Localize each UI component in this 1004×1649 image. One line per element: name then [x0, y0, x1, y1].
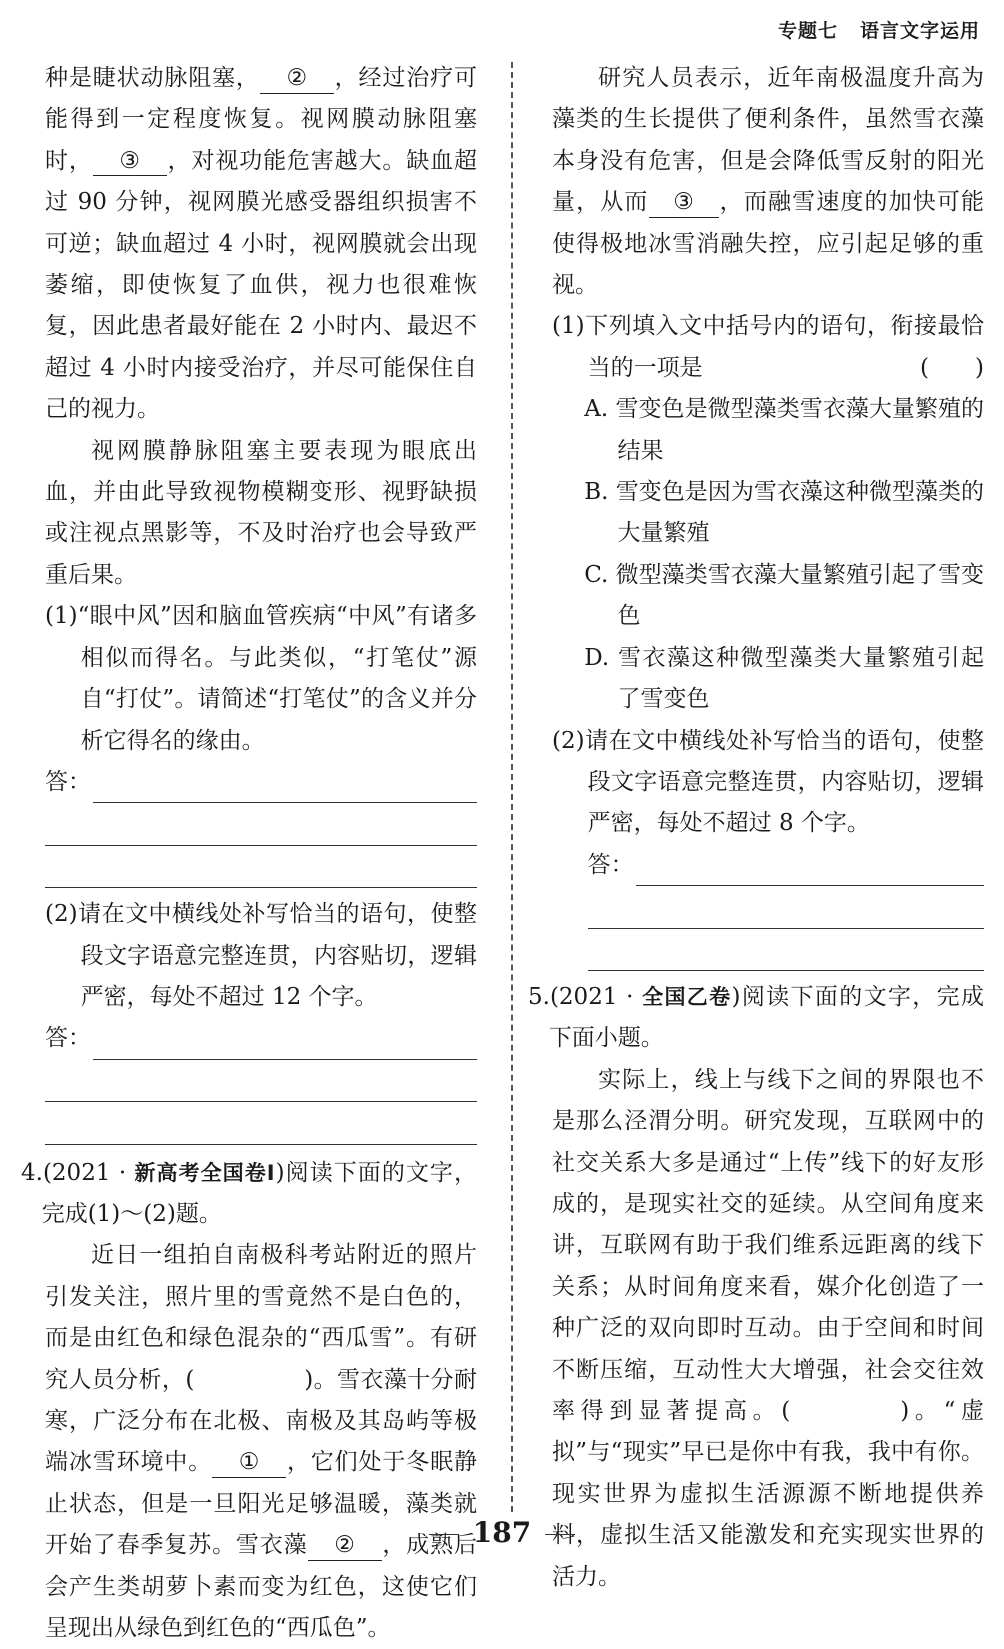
- answer-line[interactable]: [636, 853, 984, 886]
- topic-label: 专题七: [777, 20, 838, 42]
- blank-2[interactable]: ②: [308, 1532, 382, 1561]
- passage-4-continued: 研究人员表示，近年南极温度升高为藻类的生长提供了便利条件，虽然雪衣藻本身没有危害，但是会降低雪反射的阳光量，从而 ③ ，而融雪速度的加快可能使得极地冰雪消融失控，应引起足够的重视。: [552, 65, 985, 299]
- left-column: [21, 58, 478, 1649]
- answer-area-4-2[interactable]: [588, 845, 984, 886]
- answer-line[interactable]: [45, 1060, 477, 1102]
- answer-label: 答：: [45, 1025, 91, 1052]
- answer-label: 答：: [45, 768, 91, 795]
- running-header: [778, 16, 980, 43]
- passage-3-continued: 种是睫状动脉阻塞， ② ，经过治疗可能得到一定程度恢复。视网膜动脉阻塞时， ③ ，对视功能危害越大。缺血超过 90 分钟，视网膜光感受器组织损害不可逆；缺血超过 4 小时，视网膜就会出现萎缩，即使恢复了血供，视力也很难恢复，因此患者最好能在 2 小时内、最迟不超过 4 小时内接受治疗，并尽可能保住自己的视力。: [45, 65, 478, 423]
- answer-label: 答：: [587, 851, 634, 878]
- source-label: 全国乙卷: [642, 984, 732, 1009]
- answer-line[interactable]: [93, 770, 477, 803]
- topic-title: 语言文字运用: [859, 20, 980, 42]
- column-divider: [511, 62, 513, 1512]
- question-4-heading: 4.(2021 · 新高考全国卷Ⅰ)阅读下面的文字，完成(1)～(2)题。: [21, 1159, 477, 1227]
- answer-area-3-1[interactable]: [45, 762, 477, 803]
- question-5-heading: 5.(2021 · 全国乙卷)阅读下面的文字，完成下面小题。: [528, 983, 984, 1052]
- page-footer: [0, 1516, 1004, 1549]
- blank-1[interactable]: ①: [212, 1449, 286, 1478]
- option-a[interactable]: A. 雪变色是微型藻类雪衣藻大量繁殖的结果: [584, 396, 984, 464]
- question-3-1: (1)“眼中风”因和脑血管疾病“中风”有诸多相似而得名。与此类似，“打笔仗”源自“打仗”。请简述“打笔仗”的含义并分析它得名的缘由。: [45, 603, 477, 754]
- source-label: 新高考全国卷Ⅰ: [134, 1160, 276, 1185]
- right-column: [528, 58, 985, 1598]
- passage-5: 实际上，线上与线下之间的界限也不是那么泾渭分明。研究发现，互联网中的社交关系大多是通过“上传”线下的好友形成的，是现实社交的延续。从空间角度来讲，互联网有助于我们维系远距离的线下关系；从时间角度来看，媒介化创造了一种广泛的双向即时互动。由于空间和时间不断压缩，互动性大大增强，社会交往效率得到显著提高。( )。“虚拟”与“现实”早已是你中有我，我中有你。现实世界为虚拟生活源源不断地提供养料，虚拟生活又能激发和充实现实世界的活力。: [552, 1066, 984, 1590]
- answer-line[interactable]: [588, 929, 984, 971]
- option-b[interactable]: B. 雪变色是因为雪衣藻这种微型藻类的大量繁殖: [584, 479, 984, 547]
- answer-line[interactable]: [45, 846, 477, 888]
- question-3-2: (2)请在文中横线处补写恰当的语句，使整段文字语意完整连贯，内容贴切，逻辑严密，每处不超过 12 个字。: [45, 901, 477, 1010]
- question-4-1: (1)下列填入文中括号内的语句，衔接最恰当的一项是 ( ): [552, 306, 984, 389]
- answer-line[interactable]: [45, 803, 477, 845]
- question-4-2: (2)请在文中横线处补写恰当的语句，使整段文字语意完整连贯，内容贴切，逻辑严密，每处不超过 8 个字。: [552, 727, 984, 837]
- passage-3-paragraph: 视网膜静脉阻塞主要表现为眼底出血，并由此导致视物模糊变形、视野缺损或注视点黑影等，不及时治疗也会导致严重后果。: [45, 437, 477, 588]
- answer-bracket[interactable]: ( ): [920, 354, 984, 381]
- blank-3[interactable]: ③: [649, 189, 719, 218]
- option-d[interactable]: D. 雪衣藻这种微型藻类大量繁殖引起了雪变色: [584, 644, 984, 713]
- blank-3[interactable]: ③: [93, 148, 167, 177]
- blank-2[interactable]: ②: [260, 65, 334, 94]
- answer-area-3-2[interactable]: [45, 1018, 477, 1059]
- passage-4: 近日一组拍自南极科考站附近的照片引发关注，照片里的雪竟然不是白色的，而是由红色和绿色混杂的“西瓜雪”。有研究人员分析，( )。雪衣藻十分耐寒，广泛分布在北极、南极及其岛屿等极端冰雪环境中。 ① ，它们处于冬眠静止状态，但是一旦阳光足够温暖，藻类就开始了春季复苏。雪衣藻 ② ，成熟后会产生类胡萝卜素而变为红色，这使它们呈现出从绿色到红色的“西瓜色”。: [45, 1242, 478, 1641]
- answer-line[interactable]: [588, 886, 984, 928]
- answer-line[interactable]: [93, 1027, 477, 1060]
- page-number: 187: [472, 1516, 532, 1549]
- option-c[interactable]: C. 微型藻类雪衣藻大量繁殖引起了雪变色: [584, 561, 984, 630]
- answer-line[interactable]: [45, 1102, 477, 1144]
